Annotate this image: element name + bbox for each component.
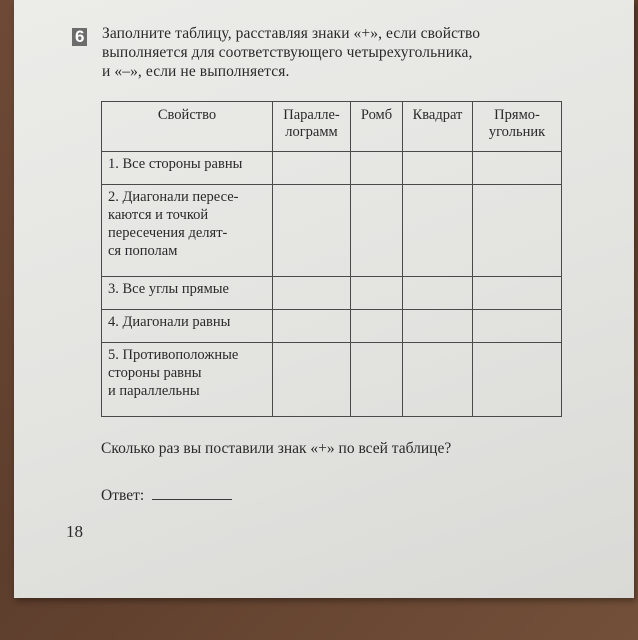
answer-cell-square-3[interactable] <box>403 277 473 310</box>
header-parallelogram-line-1: Паралле- <box>283 107 340 123</box>
answer-cell-rhombus-4[interactable] <box>351 310 403 343</box>
table-row <box>102 343 562 417</box>
properties-table <box>101 101 562 417</box>
table-row <box>102 310 562 343</box>
header-rhombus: Ромб <box>351 102 403 152</box>
header-rectangle <box>473 102 562 152</box>
property-2-line-2: каются и точкой <box>108 207 209 223</box>
answer-cell-rhombus-3[interactable] <box>351 277 403 310</box>
answer-cell-parallelogram-2[interactable] <box>273 185 351 277</box>
follow-up-question: Сколько раз вы поставили знак «+» по всей таблице? <box>101 440 452 457</box>
property-cell-1 <box>102 152 273 185</box>
instruction-line-3: и «–», если не выполняется. <box>102 63 290 80</box>
answer-cell-square-1[interactable] <box>403 152 473 185</box>
answer-cell-rhombus-2[interactable] <box>351 185 403 277</box>
property-cell-3 <box>102 277 273 310</box>
answer-cell-rectangle-5[interactable] <box>473 343 562 417</box>
answer-cell-rhombus-1[interactable] <box>351 152 403 185</box>
property-1-line-1: 1. Все стороны равны <box>108 156 243 172</box>
answer-cell-parallelogram-1[interactable] <box>273 152 351 185</box>
header-property: Свойство <box>102 102 273 152</box>
answer-line <box>101 484 232 505</box>
property-4-line-1: 4. Диагонали равны <box>108 314 231 330</box>
table-row <box>102 185 562 277</box>
answer-cell-rectangle-3[interactable] <box>473 277 562 310</box>
header-square: Квадрат <box>403 102 473 152</box>
property-5-line-1: 5. Противоположные <box>108 347 239 363</box>
answer-blank[interactable] <box>152 484 232 500</box>
header-parallelogram-line-2: лограмм <box>285 124 338 140</box>
property-cell-4 <box>102 310 273 343</box>
property-5-line-3: и параллельны <box>108 383 200 399</box>
property-2-line-3: пересечения делят- <box>108 225 228 241</box>
header-rectangle-line-1: Прямо- <box>494 107 540 123</box>
page-number: 18 <box>66 522 83 541</box>
property-cell-5 <box>102 343 273 417</box>
instruction-line-2: выполняется для соответствующего четырехугольника, <box>102 44 473 61</box>
answer-cell-rectangle-2[interactable] <box>473 185 562 277</box>
answer-label: Ответ: <box>101 487 145 504</box>
answer-cell-rectangle-1[interactable] <box>473 152 562 185</box>
answer-cell-rectangle-4[interactable] <box>473 310 562 343</box>
property-5-line-2: стороны равны <box>108 365 202 381</box>
answer-cell-parallelogram-3[interactable] <box>273 277 351 310</box>
property-3-line-1: 3. Все углы прямые <box>108 281 229 297</box>
table-header-row <box>102 102 562 152</box>
property-2-line-4: ся пополам <box>108 243 178 259</box>
answer-cell-parallelogram-4[interactable] <box>273 310 351 343</box>
task-instruction <box>102 24 550 81</box>
header-parallelogram <box>273 102 351 152</box>
property-2-line-1: 2. Диагонали пересе- <box>108 189 239 205</box>
property-cell-2 <box>102 185 273 277</box>
answer-cell-square-5[interactable] <box>403 343 473 417</box>
answer-cell-square-4[interactable] <box>403 310 473 343</box>
header-rectangle-line-2: угольник <box>488 124 546 140</box>
answer-cell-square-2[interactable] <box>403 185 473 277</box>
table-row <box>102 277 562 310</box>
task-number-badge: 6 <box>72 28 87 46</box>
answer-cell-rhombus-5[interactable] <box>351 343 403 417</box>
answer-cell-parallelogram-5[interactable] <box>273 343 351 417</box>
instruction-line-1: Заполните таблицу, расставляя знаки «+», если свойство <box>102 25 481 42</box>
table-row <box>102 152 562 185</box>
